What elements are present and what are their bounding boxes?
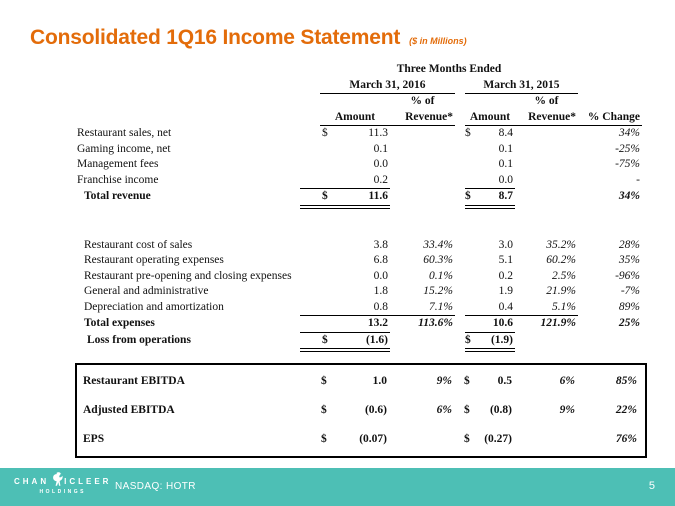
pct-2015 (514, 432, 577, 448)
pct-change: 76% (615, 432, 637, 445)
dollar-2015 (465, 157, 480, 173)
row-label: Management fees (77, 158, 159, 170)
row-label: Restaurant pre-opening and closing expenses (84, 269, 292, 282)
amount-2015: 8.4 (498, 127, 513, 139)
amount-2016: 13.2 (340, 316, 390, 333)
amount-2015: 0.0 (480, 173, 515, 190)
loss-from-operations-row (75, 333, 642, 353)
dollar-2015 (465, 238, 480, 254)
dollar-2015: $ (464, 432, 470, 445)
amount-2016: 1.8 (373, 285, 388, 297)
pct-change: -25% (615, 142, 640, 155)
amount-2016: 11.3 (368, 127, 388, 139)
pct-2015: 6% (559, 374, 575, 387)
pct-of-header-2016: % of (410, 95, 435, 107)
amount-header-2015: Amount (465, 110, 515, 127)
dollar-2015 (465, 300, 480, 317)
page-subtitle: ($ in Millions) (409, 36, 467, 46)
footer-bar (0, 468, 675, 506)
dollar-2016 (300, 316, 340, 333)
table-row (77, 432, 645, 448)
amount-2015: (0.8) (489, 403, 512, 416)
header-dates-row (75, 78, 642, 95)
dollar-2016 (300, 173, 340, 190)
pct-2015 (515, 157, 578, 173)
pct-2016 (390, 189, 455, 209)
period-header: Three Months Ended (396, 63, 502, 75)
total-expenses-row (75, 316, 642, 333)
dollar-2015 (465, 284, 480, 300)
pct-change: -7% (620, 285, 640, 297)
pct-2016: 6% (436, 403, 452, 416)
ticker-label: NASDAQ: HOTR (115, 481, 196, 492)
amount-2016: 11.6 (340, 189, 390, 209)
dollar-2016 (300, 284, 340, 300)
table-row (77, 374, 645, 390)
dollar-2016: $ (300, 189, 340, 209)
dollar-2015: $ (465, 189, 480, 209)
rooster-icon (50, 472, 63, 488)
table-row (75, 157, 642, 173)
header-pctof-row (75, 94, 642, 110)
row-label: General and administrative (84, 285, 209, 297)
pct-change: 85% (615, 374, 637, 387)
pct-change: 22% (615, 403, 637, 416)
pct-2015: 121.9% (540, 317, 576, 329)
pct-2015: 2.5% (552, 269, 576, 282)
pct-change (578, 333, 642, 353)
pct-2015: 21.9% (546, 285, 576, 297)
row-label: EPS (83, 432, 105, 445)
pct-2016: 60.3% (423, 254, 453, 266)
pct-2016: 0.1% (429, 269, 453, 282)
dollar-2016 (300, 157, 340, 173)
dollar-2015: $ (464, 403, 470, 416)
pct-2015: 35.2% (546, 238, 576, 251)
pct-2016: 33.4% (423, 238, 453, 251)
pct-2016 (389, 432, 454, 448)
pct-2016: 113.6% (418, 317, 453, 329)
table-row (77, 403, 645, 419)
amount-2016: 0.0 (373, 269, 388, 282)
dollar-2015 (465, 142, 480, 158)
dollar-2015 (465, 253, 480, 269)
row-label: Gaming income, net (77, 142, 171, 155)
row-label: Restaurant EBITDA (83, 374, 185, 387)
pct-2015 (515, 333, 578, 353)
table-row (75, 253, 642, 269)
pct-2016: 9% (436, 374, 452, 387)
amount-2015: 8.7 (480, 189, 515, 209)
row-label: Restaurant cost of sales (84, 238, 193, 251)
pct-2016 (390, 126, 455, 142)
pct-2015: 9% (559, 403, 575, 416)
total-revenue-row (75, 189, 642, 209)
row-label: Restaurant sales, net (77, 127, 172, 139)
amount-2016: 1.0 (372, 374, 387, 387)
pct-2016 (390, 333, 455, 353)
pct-2015 (515, 142, 578, 158)
amount-header-2016: Amount (320, 110, 390, 127)
dollar-2015: $ (465, 127, 471, 139)
dollar-2016 (300, 238, 340, 254)
revenue-header-2015: Revenue* (515, 110, 578, 127)
pct-2016: 15.2% (423, 285, 453, 297)
amount-2016: (1.6) (340, 333, 390, 353)
dollar-2015: $ (464, 374, 470, 387)
pct-2016 (390, 142, 455, 158)
amount-2016: 0.0 (373, 158, 388, 170)
pct-change: 25% (618, 317, 640, 329)
dollar-2016 (300, 142, 340, 158)
chanticleer-logo (14, 476, 111, 495)
amount-2015: 3.0 (498, 238, 513, 251)
amount-2016: 0.1 (373, 142, 388, 155)
pct-2015: 5.1% (515, 300, 578, 317)
amount-2015: 0.1 (498, 158, 513, 170)
dollar-2016: $ (321, 374, 327, 387)
pct-2015 (515, 189, 578, 209)
pct-2015: 60.2% (546, 254, 576, 266)
pct-change: 35% (618, 254, 640, 266)
pct-change: 28% (618, 238, 640, 251)
logo-text-right: ICLEER (64, 477, 112, 486)
page-title: Consolidated 1Q16 Income Statement (30, 26, 401, 49)
spacer (75, 209, 642, 238)
table-row (75, 269, 642, 285)
dollar-2016: $ (321, 403, 327, 416)
amount-2016: (0.6) (364, 403, 387, 416)
dollar-2016: $ (322, 127, 328, 139)
table-row (75, 238, 642, 254)
dollar-2016 (300, 269, 340, 285)
dollar-2016: $ (300, 333, 340, 353)
ebitda-box (75, 363, 647, 458)
amount-2015: 0.4 (480, 300, 515, 317)
pct-2015 (515, 173, 578, 190)
amount-2015: (0.27) (484, 432, 512, 445)
pct-change: 34% (618, 127, 640, 139)
dollar-2016: $ (321, 432, 327, 445)
dollar-2016 (300, 253, 340, 269)
dollar-2015 (465, 316, 480, 333)
pct-change: 89% (618, 300, 640, 313)
amount-2015: 1.9 (498, 285, 513, 297)
header-period-row (75, 62, 642, 78)
pct-2016 (390, 173, 455, 190)
amount-2015: (1.9) (480, 333, 515, 353)
amount-2016: 0.8 (340, 300, 390, 317)
pct-2016: 7.1% (390, 300, 455, 317)
amount-2015: 0.1 (498, 142, 513, 155)
row-label: Restaurant operating expenses (84, 254, 224, 266)
table-row (75, 126, 642, 142)
amount-2015: 0.5 (497, 374, 512, 387)
pct-2016 (390, 157, 455, 173)
pct-change: -75% (615, 158, 640, 170)
amount-2016: (0.07) (359, 432, 387, 445)
dollar-2015 (465, 173, 480, 190)
amount-2015: 0.2 (498, 269, 513, 282)
row-label: Depreciation and amortization (84, 300, 224, 313)
column-header-2015: March 31, 2015 (465, 78, 578, 95)
amount-2015: 5.1 (498, 254, 513, 266)
table-row (75, 173, 642, 190)
amount-2016: 6.8 (373, 254, 388, 266)
income-statement-table (75, 62, 642, 352)
amount-2015: 10.6 (480, 316, 515, 333)
dollar-2015: $ (465, 333, 480, 353)
table-row (75, 300, 642, 317)
row-label: Adjusted EBITDA (83, 403, 175, 416)
row-label: Total revenue (84, 190, 151, 202)
logo-text-left: CHAN (14, 477, 50, 486)
pct-change: 34% (618, 190, 640, 202)
revenue-header-2016: Revenue* (390, 110, 455, 127)
dollar-2015 (465, 269, 480, 285)
row-label: Franchise income (77, 173, 159, 186)
pct-change: -96% (615, 269, 640, 282)
pct-change-header: % Change (578, 110, 642, 127)
column-header-2016: March 31, 2016 (320, 78, 455, 95)
amount-2016: 0.2 (340, 173, 390, 190)
pct-change: - (636, 173, 640, 186)
pct-2015 (515, 126, 578, 142)
table-row (75, 284, 642, 300)
header-columns-row (75, 110, 642, 127)
page-number: 5 (648, 480, 655, 492)
logo-subtext: HOLDINGS (39, 489, 86, 495)
pct-of-header-2015: % of (534, 95, 559, 107)
dollar-2016 (300, 300, 340, 317)
table-row (75, 142, 642, 158)
row-label: Total expenses (84, 317, 155, 329)
row-label: Loss from operations (87, 333, 191, 346)
amount-2016: 3.8 (373, 238, 388, 251)
title-block (30, 26, 467, 50)
